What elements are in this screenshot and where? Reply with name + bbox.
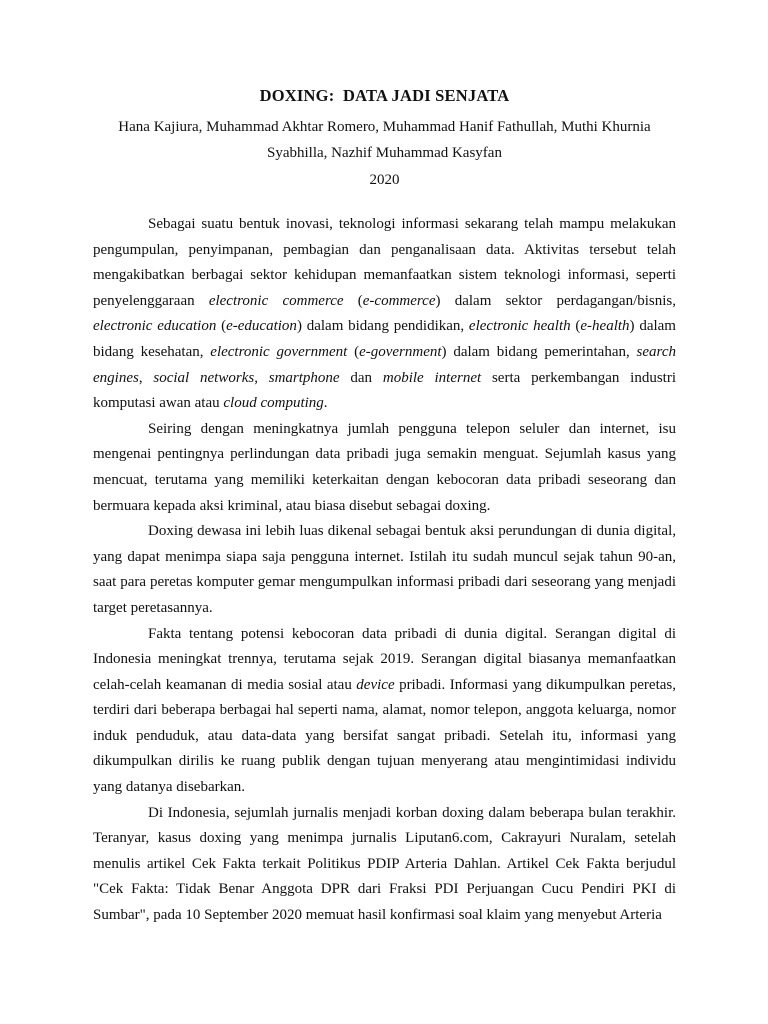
paragraph-2: Seiring dengan meningkatnya jumlah pengguna telepon seluler dan internet, isu mengenai pentingnya perlindungan data pribadi juga semakin menguat. Sejumlah kasus yang mencuat, terutama yang memiliki keterkaitan dengan kebocoran data pribadi seseorang dan bermuara kepada aksi kriminal, atau biasa disebut sebagai doxing. — [93, 420, 676, 514]
publication-year: 2020 — [369, 172, 400, 188]
paragraph-5: Di Indonesia, sejumlah jurnalis menjadi korban doxing dalam beberapa bulan terakhir. Teranyar, kasus doxing yang menimpa jurnalis Liputan6.com, Cakrayuri Nuralam, setelah menulis artikel Cek Fakta terkait Politikus PDIP Arteria Dahlan. Artikel Cek Fakta berjudul "Cek Fakta: Tidak Benar Anggota DPR dari Fraksi PDI Perjuangan Cucu Pendiri PKI di Sumbar", pada 10 September 2020 memuat hasil konfirmasi soal klaim yang menyebut Arteria — [93, 804, 676, 924]
paragraph-4: Fakta tentang potensi kebocoran data pribadi di dunia digital. Serangan digital di Indonesia meningkat trennya, terutama sejak 2019. Serangan digital biasanya memanfaatkan celah-celah keamanan di media sosial atau device pribadi. Informasi yang dikumpulkan peretas, terdiri dari beberapa berbagai hal seperti nama, alamat, nomor telepon, anggota keluarga, nomor induk penduduk, atau data-data yang bersifat sangat pribadi. Setelah itu, informasi yang dikumpulkan dirilis ke ruang publik dengan tujuan menyerang atau mengintimidasi individu yang datanya disebarkan. — [93, 625, 676, 796]
paragraph-3: Doxing dewasa ini lebih luas dikenal sebagai bentuk aksi perundungan di dunia digital, yang dapat menimpa siapa saja pengguna internet. Istilah itu sudah muncul sejak tahun 90-an, saat para peretas komputer gemar mengumpulkan informasi pribadi dari seseorang yang menjadi target peretasannya. — [93, 523, 676, 616]
paragraph-1: Sebagai suatu bentuk inovasi, teknologi informasi sekarang telah mampu melakukan pengumpulan, penyimpanan, pembagian dan penganalisaan data. Aktivitas tersebut telah mengakibatkan berbagai sektor kehidupan memanfaatkan sistem teknologi informasi, seperti penyelenggaraan electronic commerce (e-commerce) dalam sektor perdagangan/bisnis, electronic education (e-education) dalam bidang pendidikan, electronic health (e-health) dalam bidang kesehatan, electronic government (e-government) dalam bidang pemerintahan, search engines, social networks, smartphone dan mobile internet serta perkembangan industri komputasi awan atau cloud computing. — [93, 216, 677, 412]
article-body — [93, 212, 676, 929]
document-title: DOXING: DATA JADI SENJATA — [259, 86, 510, 105]
author-line-1: Hana Kajiura, Muhammad Akhtar Romero, Muhammad Hanif Fathullah, Muthi Khurnia — [118, 119, 651, 135]
author-list — [93, 114, 676, 166]
author-line-2: Syabhilla, Nazhif Muhammad Kasyfan — [267, 145, 502, 161]
